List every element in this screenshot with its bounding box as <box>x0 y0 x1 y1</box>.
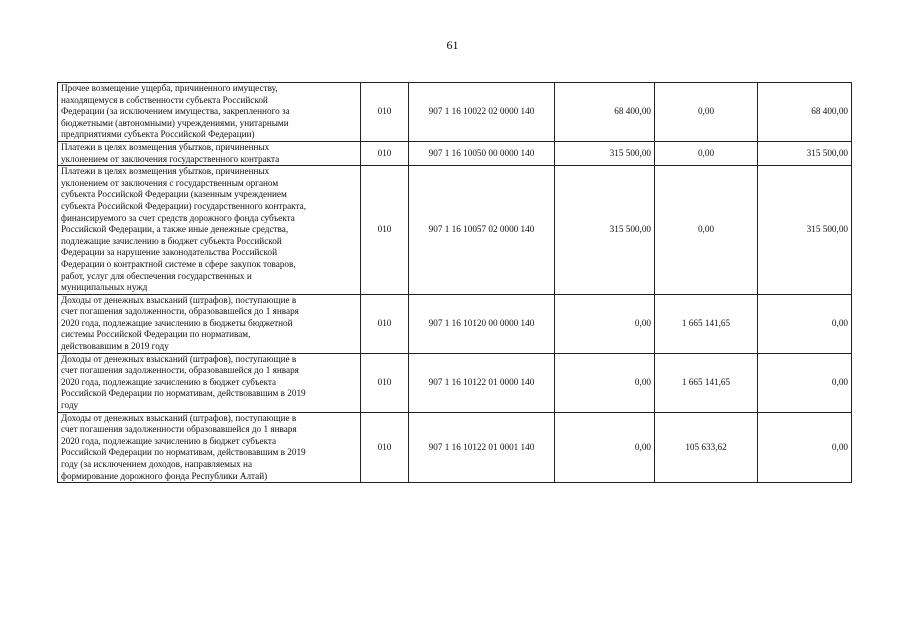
description-line: году <box>61 400 79 411</box>
amount-cell: 0,00 <box>655 141 758 165</box>
description-line: Доходы от денежных взысканий (штрафов), поступающие в <box>61 294 297 305</box>
kbk-cell: 907 1 16 10057 02 0000 140 <box>409 166 555 295</box>
amount-cell: 0,00 <box>758 353 852 412</box>
description-line: Доходы от денежных взысканий (штрафов), поступающие в <box>61 353 297 364</box>
description-line: Федерации за нарушение законодательства Российской <box>61 247 277 258</box>
description-line: подлежащие зачислению в бюджет субъекта Российской <box>61 235 282 246</box>
description-line: субъекта Российской Федерации) государственного контракта, <box>61 200 307 211</box>
amount-cell: 0,00 <box>655 166 758 295</box>
description-line: Доходы от денежных взысканий (штрафов), поступающие в <box>61 412 297 423</box>
amount-cell: 0,00 <box>555 353 655 412</box>
description-line: предприятиями субъекта Российской Федерации) <box>61 129 255 140</box>
table-row <box>58 141 852 165</box>
code-cell: 010 <box>361 83 409 142</box>
amount-cell: 315 500,00 <box>555 141 655 165</box>
amount-cell: 68 400,00 <box>555 83 655 142</box>
description-line: Федерации о контрактной системе в сфере закупок товаров, <box>61 258 296 269</box>
amount-cell: 0,00 <box>555 294 655 353</box>
table-row <box>58 294 852 353</box>
code-cell: 010 <box>361 353 409 412</box>
code-cell: 010 <box>361 412 409 483</box>
description-line: Российской Федерации по нормативам, действовавшим в 2019 <box>61 388 306 399</box>
description-line: Российской Федерации, а также иные денежные средства, <box>61 224 289 235</box>
amount-cell: 315 500,00 <box>555 166 655 295</box>
description-line: году (за исключением доходов, направляемых на <box>61 459 253 469</box>
description-line: Прочее возмещение ущерба, причиненного имуществу, <box>61 83 278 93</box>
description-line: находящемуся в собственности субъекта Российской <box>61 94 268 105</box>
table-row <box>58 412 852 483</box>
description-cell <box>58 294 361 353</box>
page-number: 61 <box>446 38 459 52</box>
description-line: счет погашения задолженности, образовавшейся до 1 января <box>61 365 299 376</box>
description-line: действовавшим в 2019 году <box>61 341 169 352</box>
code-cell: 010 <box>361 294 409 353</box>
amount-cell: 0,00 <box>555 412 655 483</box>
kbk-cell: 907 1 16 10120 00 0000 140 <box>409 294 555 353</box>
description-line: Платежи в целях возмещения убытков, причиненных <box>61 166 270 177</box>
amount-cell: 0,00 <box>758 294 852 353</box>
description-line: уклонением от заключения с государственным органом <box>61 177 279 188</box>
amount-cell: 315 500,00 <box>758 166 852 295</box>
description-cell <box>58 83 361 142</box>
description-line: Российской Федерации по нормативам, действовавшим в 2019 <box>61 447 306 458</box>
table-row <box>58 166 852 295</box>
description-cell <box>58 141 361 165</box>
amount-cell: 0,00 <box>655 83 758 142</box>
description-line: Платежи в целях возмещения убытков, причиненных <box>61 141 270 152</box>
description-line: системы Российской Федерации по нормативам, <box>61 329 251 340</box>
description-line: уклонением от заключения государственного контракта <box>61 153 280 164</box>
kbk-cell: 907 1 16 10022 02 0000 140 <box>409 83 555 142</box>
description-line: 2020 года, подлежащие зачислению в бюджеты бюджетной <box>61 317 293 328</box>
description-cell <box>58 353 361 412</box>
description-cell <box>58 166 361 295</box>
revenue-table <box>57 82 852 483</box>
kbk-cell: 907 1 16 10122 01 0001 140 <box>409 412 555 483</box>
amount-cell: 105 633,62 <box>655 412 758 483</box>
description-line: счет погашения задолженности образовавшейся до 1 января <box>61 424 297 435</box>
description-cell <box>58 412 361 483</box>
description-line: формирование дорожного фонда Республики Алтай) <box>61 470 268 481</box>
amount-cell: 68 400,00 <box>758 83 852 142</box>
description-line: работ, услуг для обеспечения государственных и <box>61 270 252 281</box>
amount-cell: 0,00 <box>758 412 852 483</box>
description-line: муниципальных нужд <box>61 282 148 293</box>
amount-cell: 1 665 141,65 <box>655 294 758 353</box>
code-cell: 010 <box>361 166 409 295</box>
description-line: 2020 года, подлежащие зачислению в бюджет субъекта <box>61 376 277 387</box>
description-line: бюджетными (автономными) учреждениями, унитарными <box>61 117 289 128</box>
amount-cell: 1 665 141,65 <box>655 353 758 412</box>
description-line: счет погашения задолженности, образовавшейся до 1 января <box>61 306 299 317</box>
kbk-cell: 907 1 16 10122 01 0000 140 <box>409 353 555 412</box>
table-row <box>58 353 852 412</box>
kbk-cell: 907 1 16 10050 00 0000 140 <box>409 141 555 165</box>
description-line: Федерации (за исключением имущества, закрепленного за <box>61 106 290 117</box>
amount-cell: 315 500,00 <box>758 141 852 165</box>
description-line: субъекта Российской Федерации (казенным учреждением <box>61 189 287 200</box>
code-cell: 010 <box>361 141 409 165</box>
table-row <box>58 83 852 142</box>
description-line: финансируемого за счет средств дорожного фонда субъекта <box>61 212 295 223</box>
description-line: 2020 года, подлежащие зачислению в бюджет субъекта <box>61 435 277 446</box>
